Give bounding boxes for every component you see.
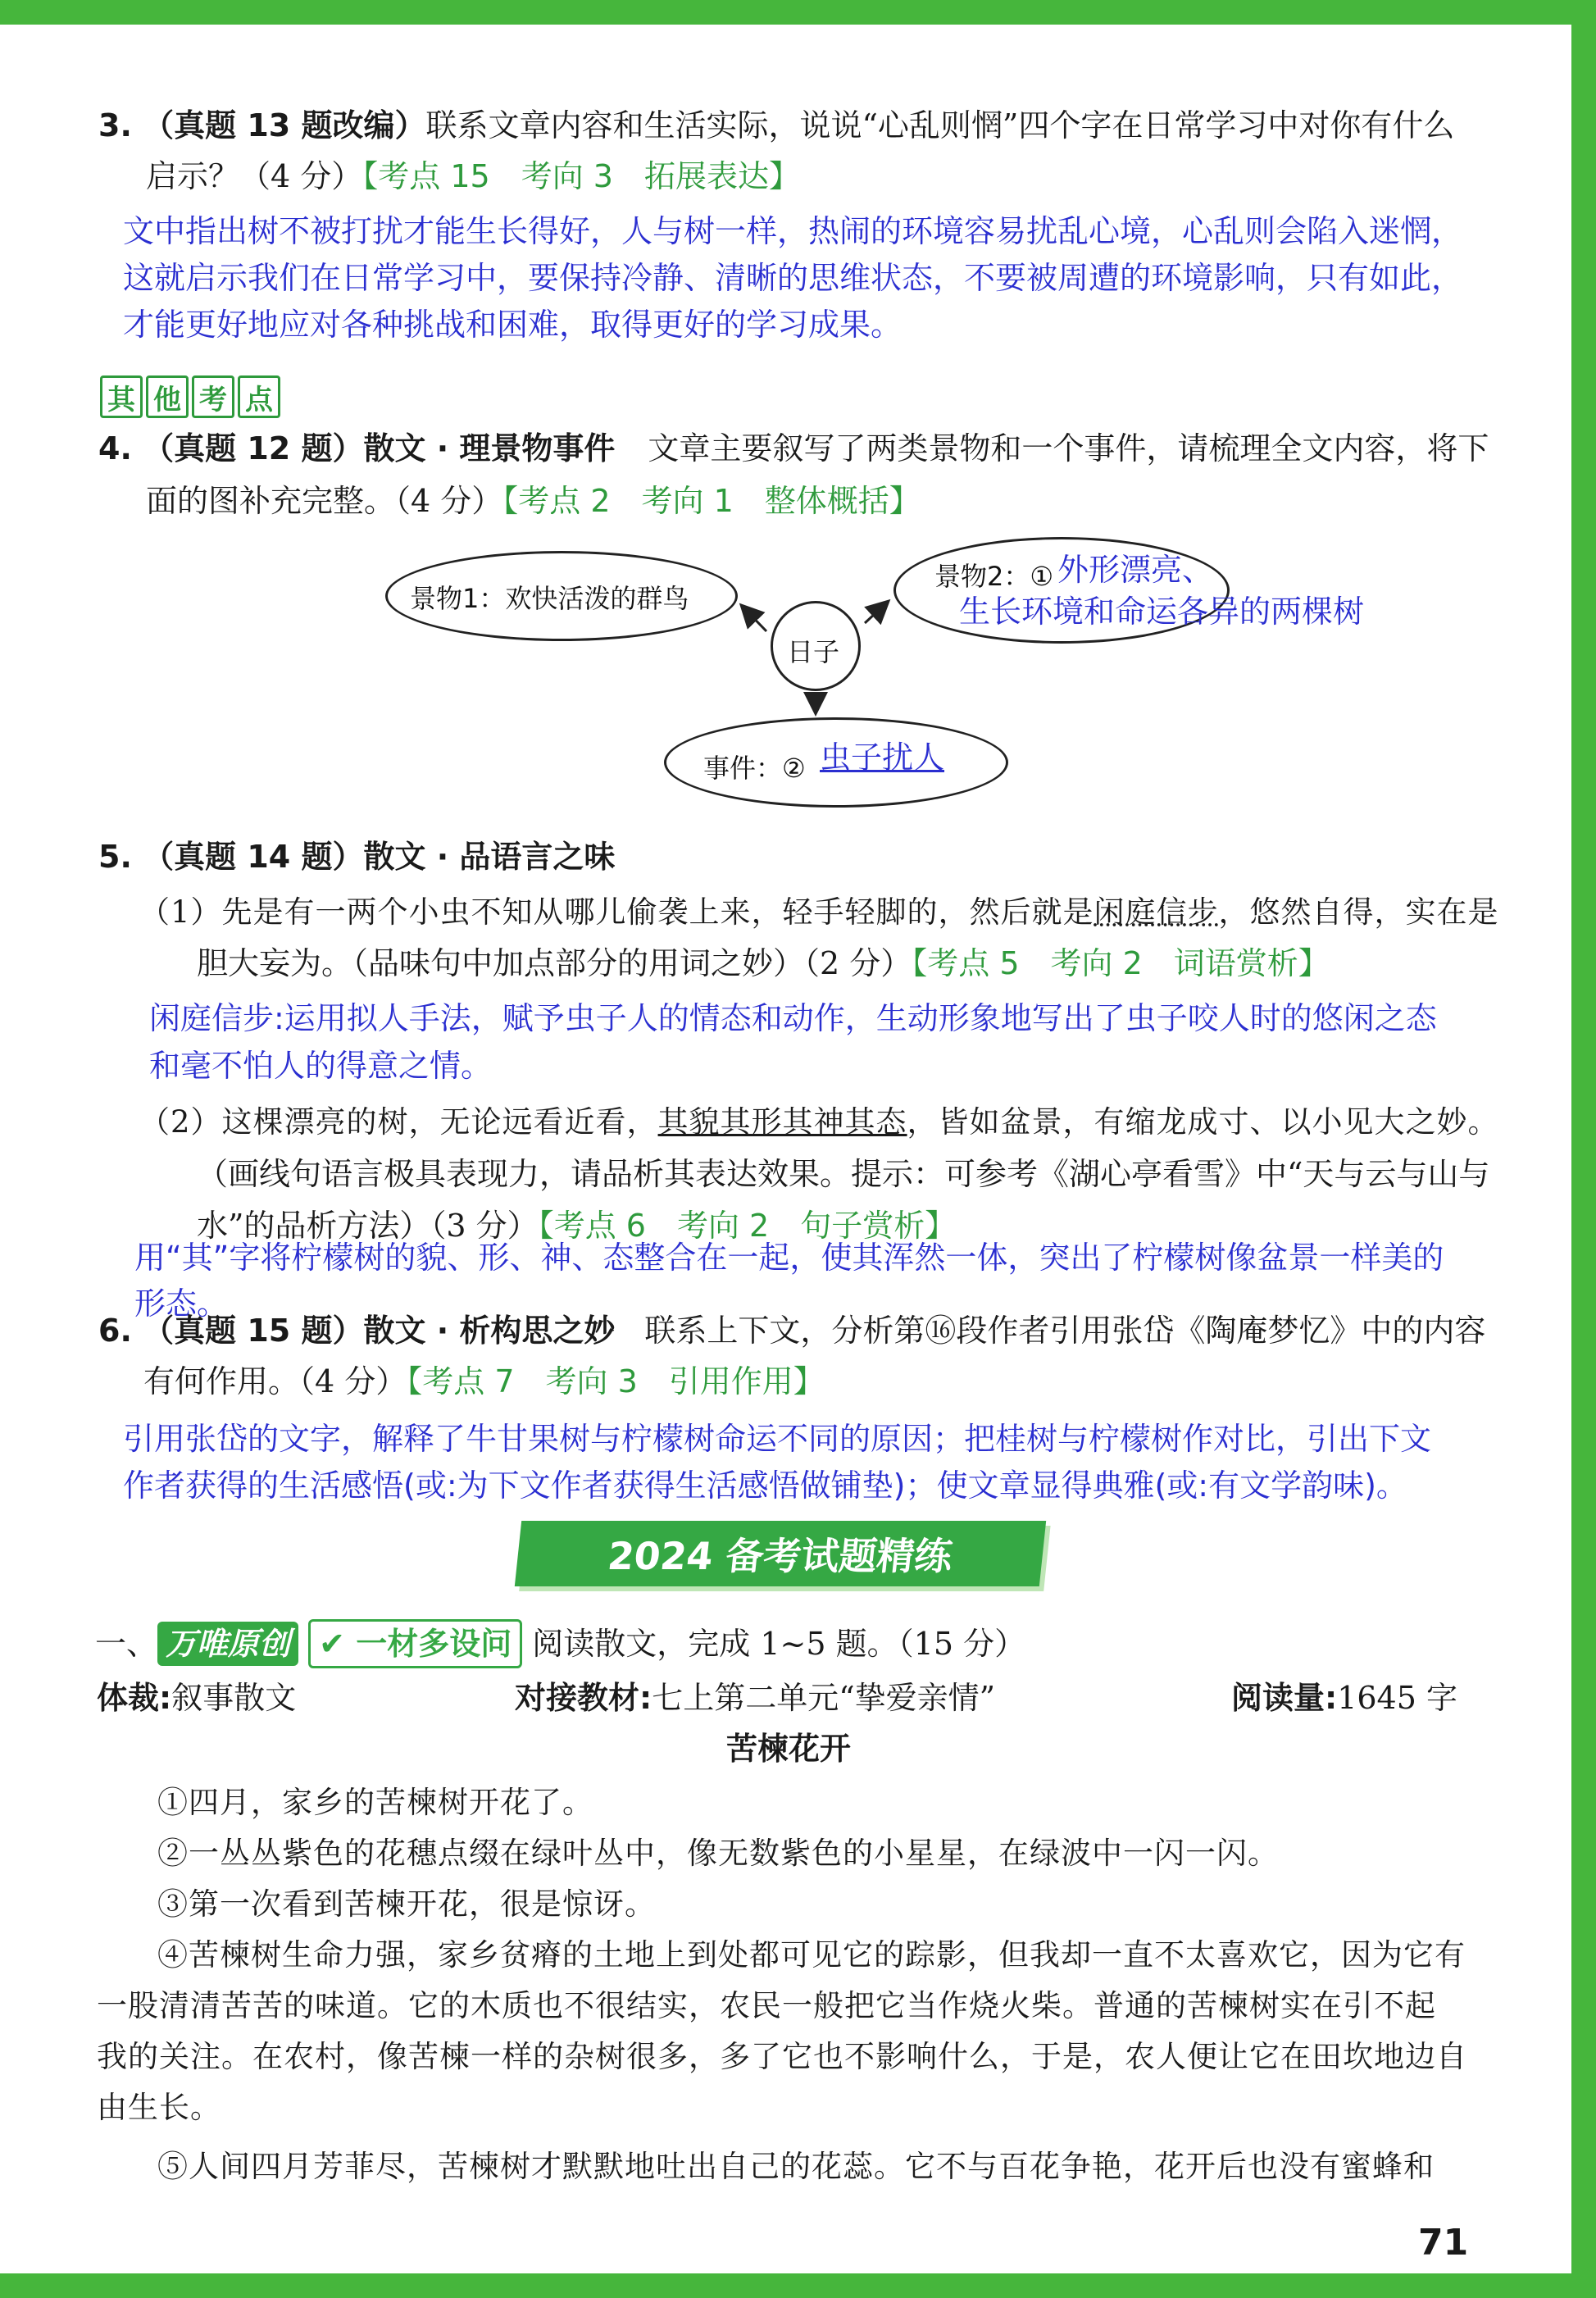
q5-underlined: 其貌其形其神其态	[657, 1104, 907, 1140]
q6-text2: 有何作用。（4 分）	[143, 1363, 407, 1399]
q4-tag: 【考点 2 考向 1 整体概括】	[502, 483, 921, 519]
para-1: ①四月，家乡的苦楝树开花了。	[157, 1785, 593, 1820]
bottom-answer: 虫子扰人	[820, 739, 945, 776]
para-4-line1: ④苦楝树生命力强，家乡贫瘠的土地上到处都可见它的踪影，但我却一直不太喜欢它，因为它有	[157, 1937, 1466, 1973]
textbook-label: 对接教材:	[515, 1680, 652, 1716]
q5-p1b: ，悠然自得，实在是	[1218, 894, 1499, 930]
reading-label: 阅读量:	[1231, 1680, 1338, 1716]
other-char-1: 其	[100, 375, 143, 418]
para-4-line4: 由生长。	[97, 2090, 221, 2125]
q5-part2-line2: （画线句语言极具表现力，请品析其表达效果。提示：可参考《湖心亭看雪》中“天与云与山与	[197, 1156, 1490, 1192]
q5-p1a: （1）先是有一两个小虫不知从哪儿偷袭上来，轻手轻脚的，然后就是	[139, 894, 1094, 930]
q5-source: . （真题 14 题）散文 · 品语言之味	[120, 839, 616, 875]
q3-number: 3	[98, 107, 120, 143]
textbook-value: 七上第二单元“挚爱亲情”	[652, 1680, 996, 1716]
other-char-3: 考	[192, 375, 234, 418]
para-3: ③第一次看到苦楝开花，很是惊讶。	[157, 1886, 656, 1922]
sec1-prefix: 一、	[95, 1626, 158, 1662]
q5-answer2-a: 用“其”字将柠檬树的貌、形、神、态整合在一起，使其浑然一体，突出了柠檬树像盆景一样美的	[134, 1240, 1444, 1276]
q5-part2-line1	[139, 1099, 1499, 1146]
q3-answer-1: 文中指出树不被打扰才能生长得好，人与树一样，热闹的环境容易扰乱心境，心乱则会陷入迷惘，	[123, 213, 1463, 249]
q6-number: 6	[98, 1313, 120, 1349]
q6-text1: 联系上下文，分析第⑯段作者引用张岱《陶庵梦忆》中的内容	[644, 1313, 1486, 1349]
center-text: 日子	[787, 636, 840, 667]
q5-heading	[98, 835, 615, 879]
q4-text2: 面的图补充完整。（4 分）	[146, 483, 503, 519]
q6-answer-2: 作者获得的生活感悟(或:为下文作者获得生活感悟做铺垫)；使文章显得典雅(或:有文学韵味)。	[123, 1468, 1407, 1504]
genre-value: 叙事散文	[171, 1680, 297, 1716]
right-oval-label: 景物2：①	[934, 561, 1054, 592]
q5-tag2: 【考点 6 考向 2 句子赏析】	[538, 1208, 957, 1244]
q5-tag1: 【考点 5 考向 2 词语赏析】	[912, 945, 1330, 981]
sec1-instruction: 阅读散文，完成 1~5 题。（15 分）	[532, 1626, 1026, 1662]
q5-number: 5	[98, 839, 120, 875]
q5-part1-line2	[197, 941, 1330, 985]
q5-part1-line1	[139, 889, 1499, 936]
bottom-oval-label: 事件：②	[703, 753, 806, 784]
q5-answer1-a: 闲庭信步:运用拟人手法，赋予虫子人的情态和动作，生动形象地写出了虫子咬人时的悠闲之态	[149, 1000, 1437, 1036]
q5-p1c: 胆大妄为。（品味句中加点部分的用词之妙）（2 分）	[197, 945, 912, 981]
q6-line2	[143, 1359, 825, 1404]
right-answer-1: 外形漂亮、	[1057, 552, 1214, 588]
arrow-left	[743, 607, 766, 631]
article-title: 苦楝花开	[726, 1731, 852, 1767]
q6-line1	[98, 1308, 1485, 1353]
arrow-right	[865, 603, 887, 623]
q6-source: . （真题 15 题）散文 · 析构思之妙	[120, 1313, 616, 1349]
diagram-arrows	[0, 0, 1596, 820]
q3-answer-2: 这就启示我们在日常学习中，要保持冷静、清晰的思维状态，不要被周遭的环境影响，只有如此，	[123, 260, 1463, 296]
q5-dotted-word: 闲庭信步	[1094, 894, 1219, 930]
para-2: ②一丛丛紫色的花穗点缀在绿叶丛中，像无数紫色的小星星，在绿波中一闪一闪。	[157, 1836, 1279, 1871]
other-char-2: 他	[146, 375, 189, 418]
q4-number: 4	[98, 430, 120, 466]
q4-source: . （真题 12 题）散文 · 理景物事件	[120, 430, 616, 466]
q3-text2: 启示？（4 分）	[146, 158, 363, 194]
q5-p2b: ，皆如盆景，有缩龙成寸、以小见大之妙。	[907, 1104, 1499, 1140]
para-5-line1: ⑤人间四月芳菲尽，苦楝树才默默地吐出自己的花蕊。它不与百花争艳，花开后也没有蜜蜂和	[157, 2149, 1435, 2184]
right-answer-2: 生长环境和命运各异的两棵树	[959, 594, 1365, 630]
q3-source: . （真题 13 题改编）	[120, 107, 426, 143]
genre-row	[97, 1676, 296, 1720]
genre-label: 体裁:	[97, 1680, 172, 1716]
original-badge: 万唯原创	[157, 1622, 298, 1666]
reading-value: 1645 字	[1337, 1680, 1457, 1716]
para-4-line2: 一股清清苦苦的味道。它的木质也不很结实，农民一般把它当作烧火柴。普通的苦楝树实在引不起	[97, 1988, 1436, 2023]
section-banner: 2024 备考试题精练	[515, 1521, 1046, 1586]
textbook-row	[515, 1676, 995, 1720]
q5-p2a: （2）这棵漂亮的树，无论远看近看，	[139, 1104, 658, 1140]
q5-answer2-b: 形态。	[134, 1286, 229, 1322]
q5-answer1-b: 和毫不怕人的得意之情。	[149, 1048, 493, 1084]
reading-count-row	[1231, 1676, 1457, 1720]
other-char-4: 点	[238, 375, 280, 418]
q5-p2d: 水”的品析方法）（3 分）	[197, 1208, 539, 1244]
q3-tag: 【考点 15 考向 3 拓展表达】	[362, 158, 800, 194]
q3-text1: 联系文章内容和生活实际，说说“心乱则惘”四个字在日常学习中对你有什么	[425, 107, 1455, 143]
q4-text1: 文章主要叙写了两类景物和一个事件，请梳理全文内容，将下	[648, 430, 1489, 466]
multi-question-badge: ✔ 一材多设问	[308, 1619, 522, 1668]
sec1-header	[95, 1619, 1025, 1668]
q3-answer-3: 才能更好地应对各种挑战和困难，取得更好的学习成果。	[123, 307, 903, 343]
left-oval-text: 景物1：欢快活泼的群鸟	[410, 583, 689, 614]
para-4-line3: 我的关注。在农村，像苦楝一样的杂树很多，多了它也不影响什么，于是，农人便让它在田坎地边自	[97, 2039, 1467, 2074]
page-number: 71	[1418, 2222, 1469, 2264]
q6-tag: 【考点 7 考向 3 引用作用】	[407, 1363, 825, 1399]
q6-answer-1: 引用张岱的文字，解释了牛甘果树与柠檬树命运不同的原因；把桂树与柠檬树作对比，引出下文	[123, 1421, 1432, 1457]
